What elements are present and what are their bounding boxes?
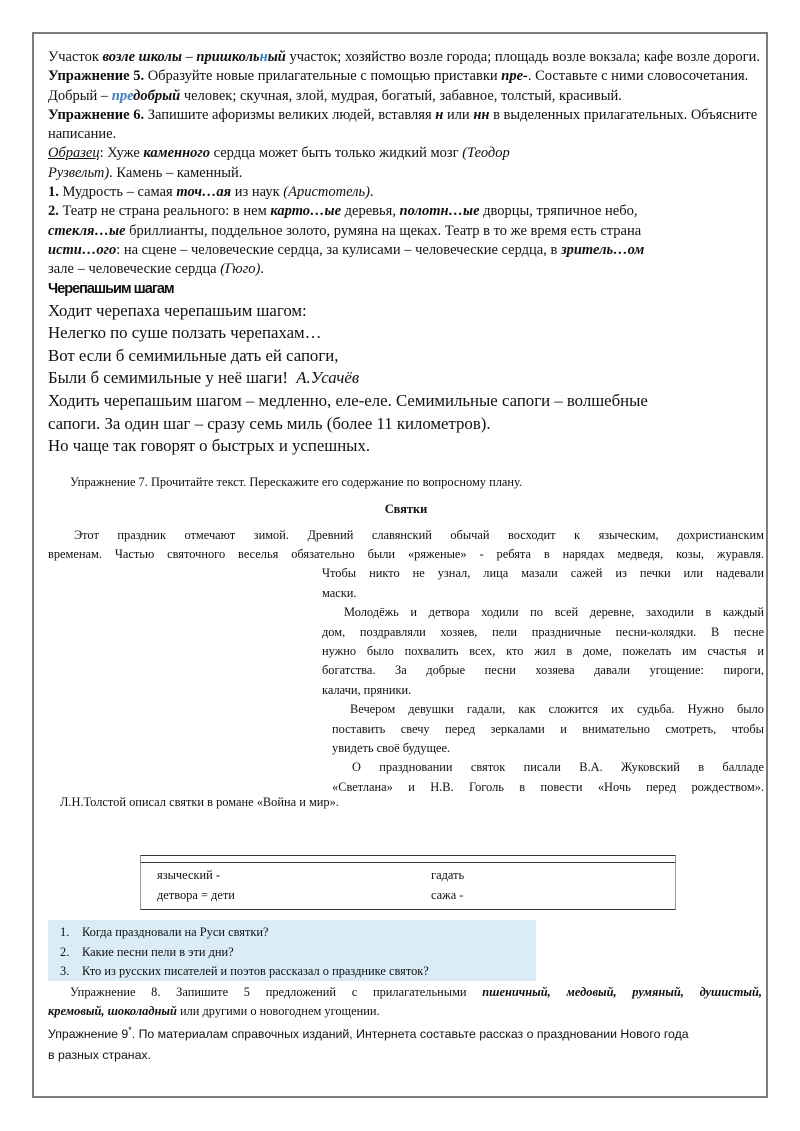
poem-line	[48, 367, 764, 390]
text-line: Этот праздник отмечают зимой. Древний славянский обычай восходит к языческим, дохристианским	[74, 527, 764, 542]
text: .	[260, 261, 264, 278]
text-line: временам. Частью святочного веселья обязательно были «ряженые» - ребята в нарядах медведя, козы, журавля.	[48, 546, 764, 561]
poem-line: Ходит черепаха черепашьим шагом:	[48, 300, 307, 320]
exercise-9-line	[48, 1020, 762, 1045]
bold-italic-text: ый	[267, 49, 286, 65]
text: зале – человеческие сердца	[48, 261, 221, 278]
bold-italic-text: пре-	[501, 68, 528, 85]
poem-explanation: сапоги. За один шаг – сразу семь миль (более 11 километров).	[48, 413, 491, 433]
question-number: 1.	[60, 925, 70, 939]
highlight-prefix: пре	[111, 87, 134, 104]
poem-explanation: Ходить черепашьим шагом – медленно, еле-еле. Семимильные сапоги – волшебные	[48, 390, 648, 410]
poem-line: Нелегко по суше ползать черепахам…	[48, 323, 322, 343]
question-number: 3.	[60, 964, 70, 978]
text: Упражнение 8. Запишите 5 предложений с прилагательными	[70, 985, 483, 999]
text: или другими о новогоднем угощении.	[176, 1004, 380, 1019]
text-line: поставить свечу перед зеркалами и внимательно смотреть, чтобы	[332, 721, 764, 736]
text: из наук	[231, 184, 284, 201]
vocab-cell: сажа -	[431, 888, 464, 902]
text: Добрый –	[48, 87, 112, 104]
bold-italic-text: полотн…ые	[399, 203, 480, 220]
text: . По материалам справочных изданий, Интернета составьте рассказ о праздновании Нового года	[131, 1027, 689, 1042]
text: . Составьте с ними словосочетания.	[527, 68, 749, 85]
text-title: Святки	[384, 502, 428, 517]
text: Были б семимильные у неё шаги!	[48, 368, 297, 388]
text: Образуйте новые прилагательные с помощью приставки	[144, 68, 502, 85]
text-line: Вечером девушки гадали, как сложится их судьба. Нужно было	[350, 702, 764, 717]
exercise-6	[48, 106, 764, 145]
poem-line: Вот если б семимильные дать ей сапоги,	[48, 345, 339, 365]
text: : на сцене – человеческие сердца, за кулисами – человеческие сердца, в	[116, 241, 561, 258]
bold-italic-text: стекля…ые	[48, 222, 126, 239]
text-line: Л.Н.Толстой описал святки в романе «Война и мир».	[60, 795, 339, 810]
text-line: «Светлана» и Н.В. Гоголь в повести «Ночь перед рождеством».	[332, 779, 764, 794]
exercise-9	[48, 1020, 762, 1066]
text: дворцы, тряпичное небо,	[479, 203, 638, 220]
poem-author: А.Усачёв	[296, 368, 360, 388]
text: –	[181, 49, 197, 65]
text-line: богатства. За добрые песни хозяева давали угощение: пироги,	[322, 663, 764, 678]
text-right-column	[48, 564, 764, 700]
text-line: нужно было похвалить всех, кто жил в доме, пожелать им счастья и	[322, 643, 764, 658]
aphorism-1	[48, 183, 764, 202]
text: . Камень – каменный.	[109, 164, 243, 181]
aphorism-2	[48, 202, 764, 279]
italic-text: Рузвельт)	[48, 164, 110, 181]
text: сердца может быть только жидкий мозг	[209, 145, 463, 162]
paragraph-example-2	[48, 87, 764, 106]
poem	[48, 300, 764, 458]
exercise-label: Упражнение 5.	[48, 68, 145, 85]
text: Мудрость – самая	[58, 184, 177, 201]
text-line: Чтобы никто не узнал, лица мазали сажей из печки или надевали	[322, 566, 764, 581]
exercise-9-line: в разных странах.	[48, 1048, 151, 1063]
exercise-label: Упражнение 6.	[48, 106, 145, 123]
text-line: маски.	[322, 585, 357, 600]
vocab-cell: гадать	[431, 868, 465, 882]
text: человек; скучная, злой, мудрая, богатый, забавное, толстый, красивый.	[180, 87, 622, 104]
text: : Хуже	[99, 145, 144, 162]
text-line: О праздновании святок писали В.А. Жуковский в балладе	[352, 760, 764, 775]
text-right-column-3	[48, 758, 764, 797]
vocab-cell: языческий -	[157, 868, 220, 882]
text: Театр не страна реального: в нем	[58, 203, 271, 220]
bold-italic-text: пришколь	[196, 49, 260, 65]
exercise-8-line	[48, 1002, 762, 1021]
italic-text: (Аристотель)	[283, 184, 370, 201]
vocab-cell: детвора = дети	[157, 888, 235, 902]
poem-title: Черепашьим шагам	[48, 280, 174, 297]
text: или	[443, 106, 474, 123]
page-content	[48, 48, 764, 813]
exercise-7: Упражнение 7. Прочитайте текст. Перескажите его содержание по вопросному плану.	[70, 474, 523, 489]
vocabulary-table	[140, 855, 676, 910]
item-number: 1.	[48, 184, 59, 201]
bold-italic-text: кремовый, шоколадный	[48, 1004, 177, 1019]
text-line: увидеть своё будущее.	[332, 741, 451, 755]
text-body	[48, 526, 764, 813]
italic-label: Образец	[48, 145, 100, 162]
sample-line	[48, 144, 764, 183]
question-text: Кто из русских писателей и поэтов рассказал о празднике святок?	[82, 964, 429, 978]
text-right-column-2	[48, 700, 764, 758]
exercise-5	[48, 67, 764, 86]
bold-italic-text: карто…ые	[270, 203, 342, 220]
bold-italic-text: нн	[473, 106, 490, 123]
bold-italic-text: н	[435, 106, 444, 123]
exercise-8-line	[48, 983, 762, 1002]
bold-italic-text: добрый	[133, 87, 181, 104]
text-line: Молодёжь и детвора ходили по всей деревне, заходили в каждый	[344, 605, 764, 620]
italic-text: (Гюго)	[220, 261, 261, 278]
paragraph-example-1	[48, 48, 764, 67]
text: в выделенных прилагательных. Объясните написание.	[48, 106, 758, 143]
item-number: 2.	[48, 203, 59, 220]
text: Упражнение 9	[48, 1027, 129, 1042]
text-line: калачи, пряники.	[322, 682, 412, 697]
question-text: Какие песни пели в эти дни?	[82, 945, 234, 959]
bold-italic-text: точ…ая	[176, 184, 232, 201]
question-text: Когда праздновали на Руси святки?	[82, 925, 269, 939]
bold-italic-text: исти…ого	[48, 241, 117, 258]
text: Запишите афоризмы великих людей, вставляя	[144, 106, 436, 123]
text: деревья,	[341, 203, 400, 220]
italic-text: (Теодор	[462, 145, 510, 162]
star-mark: *	[128, 1025, 132, 1035]
bold-italic-text: возле школы	[102, 49, 182, 65]
bold-italic-text: каменного	[143, 145, 210, 162]
question-number: 2.	[60, 945, 70, 959]
text: бриллианты, поддельное золото, румяна на щеках. Театр в то же время есть страна	[125, 222, 642, 239]
bold-italic-text: зритель…ом	[560, 241, 645, 258]
exercise-8	[48, 983, 762, 1022]
text: Участок	[48, 49, 103, 65]
text: .	[369, 184, 374, 201]
poem-explanation: Но чаще так говорят о быстрых и успешных.	[48, 436, 371, 456]
highlight-letter: н	[259, 49, 268, 65]
bold-italic-text: пшеничный, медовый, румяный, душистый,	[482, 985, 762, 999]
text-line: дом, поздравляли хозяев, пели праздничные песни-колядки. В песне	[322, 624, 764, 639]
text: участок; хозяйство возле города; площадь возле вокзала; кафе возле дороги.	[285, 49, 761, 65]
table-divider	[141, 862, 675, 863]
questions-list	[48, 920, 536, 981]
